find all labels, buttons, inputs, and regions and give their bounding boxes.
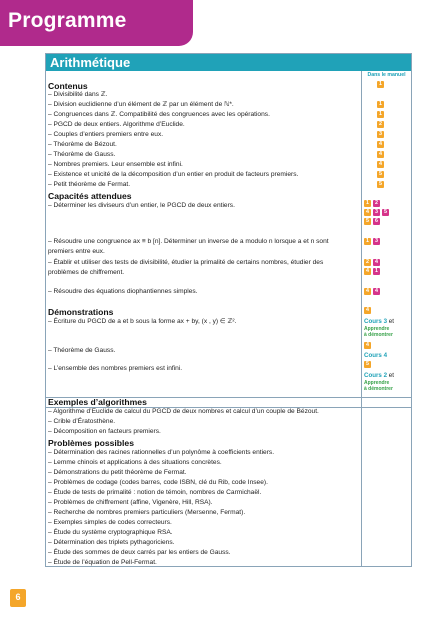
chapter-badge: 1: [366, 238, 369, 244]
algorithme-item: – Crible d’Ératosthène.: [48, 418, 116, 425]
chapter-badge: 2: [366, 259, 369, 265]
chapter-badge: 4: [366, 268, 369, 274]
contenu-item: – Division euclidienne d’un élément de ℤ par un élément de ℕ*.: [48, 101, 234, 108]
chapter-badge: 1: [366, 200, 369, 206]
probleme-item: – Démonstrations du petit théorème de Fermat.: [48, 469, 187, 476]
page-number: 6: [15, 592, 21, 602]
probleme-item: – Étude de l’équation de Pell-Fermat.: [48, 559, 157, 566]
apprendre-link[interactable]: à démontrer: [364, 332, 393, 338]
section-header: [46, 54, 411, 71]
exercise-badge: 1: [375, 268, 378, 274]
probleme-item: – Exemples simples de codes correcteurs.: [48, 519, 172, 526]
exercise-badge: 5: [384, 209, 387, 215]
chapter-badge: 1: [379, 111, 382, 117]
chapter-badge: 2: [379, 121, 382, 127]
capacite-item: – Résoudre des équations diophantiennes simples.: [48, 288, 198, 295]
apprendre-link[interactable]: Apprendre: [364, 380, 390, 386]
exercise-badge: 3: [375, 238, 378, 244]
chapter-badge: 4: [366, 342, 369, 348]
contenu-item: – Couples d’entiers premiers entre eux.: [48, 131, 164, 138]
chapter-badge: 4: [379, 141, 382, 147]
algorithme-item: – Décomposition en facteurs premiers.: [48, 428, 161, 435]
chapter-badge: 4: [366, 209, 369, 215]
chapter-badge: 5: [379, 181, 382, 187]
exercise-badge: 4: [375, 288, 378, 294]
algorithme-item: – Algorithme d’Euclide de calcul du PGCD de deux nombres et calcul d’un couple de Bézout.: [48, 408, 319, 415]
chapter-badge: 4: [379, 161, 382, 167]
cours-link[interactable]: Cours 4: [364, 352, 388, 359]
capacite-item: problèmes de chiffrement.: [48, 269, 125, 276]
header-banner: [0, 0, 193, 46]
section-title: Arithmétique: [50, 55, 131, 70]
capacite-item: – Déterminer les diviseurs d’un entier, le PGCD de deux entiers.: [48, 202, 235, 209]
probleme-item: – Étude des sommes de deux carrés par les entiers de Gauss.: [48, 549, 231, 556]
exercise-badge: 3: [375, 209, 378, 215]
contenu-item: – Nombres premiers. Leur ensemble est infini.: [48, 161, 183, 168]
chapter-badge: 3: [379, 131, 382, 137]
cours-link[interactable]: Cours 2 et: [364, 372, 394, 379]
capacite-item: – Résoudre une congruence ax ≡ b [n]. Déterminer un inverse de a modulo n lorsque a et n sont: [48, 238, 329, 245]
chapter-badge: 5: [366, 361, 369, 367]
probleme-item: – Étude du système cryptographique RSA.: [48, 529, 173, 536]
programme-table: [45, 53, 412, 567]
chapter-badge: 1: [379, 101, 382, 107]
contenu-item: – PGCD de deux entiers. Algorithme d’Euclide.: [48, 121, 185, 128]
chapter-badge: 5: [366, 218, 369, 224]
heading-contenus: Contenus: [48, 81, 88, 91]
chapter-badge: 4: [366, 288, 369, 294]
probleme-item: – Problèmes de codage (codes barres, code ISBN, clé du Rib, code Insee).: [48, 479, 268, 486]
probleme-item: – Étude de tests de primalité : notion de témoin, nombres de Carmichaël.: [48, 489, 262, 496]
page-title: Programme: [8, 9, 127, 32]
apprendre-link[interactable]: à démontrer: [364, 386, 393, 392]
heading-demonstrations: Démonstrations: [48, 307, 114, 317]
chapter-badge: 1: [379, 81, 382, 87]
heading-algorithmes: Exemples d’algorithmes: [48, 397, 147, 407]
contenu-item: – Divisibilité dans ℤ.: [48, 91, 108, 98]
page-number-box: [10, 589, 26, 607]
cours-link[interactable]: Cours 3 et: [364, 318, 394, 325]
probleme-item: – Lemme chinois et applications à des situations concrètes.: [48, 459, 222, 466]
apprendre-link[interactable]: Apprendre: [364, 326, 390, 332]
probleme-item: – Recherche de nombres premiers particuliers (Mersenne, Fermat).: [48, 509, 246, 516]
contenu-item: – Petit théorème de Fermat.: [48, 181, 131, 188]
exercise-badge: 4: [375, 259, 378, 265]
capacite-item: premiers entre eux.: [48, 248, 105, 255]
chapter-badge: 4: [379, 151, 382, 157]
demonstration-item: – Théorème de Gauss.: [48, 347, 116, 354]
demonstration-item: – L’ensemble des nombres premiers est infini.: [48, 365, 183, 372]
heading-capacites: Capacités attendues: [48, 191, 132, 201]
contenu-item: – Théorème de Gauss.: [48, 151, 116, 158]
column-header-manuel: Dans le manuel: [367, 72, 406, 78]
contenu-item: – Congruences dans ℤ. Compatibilité des congruences avec les opérations.: [48, 111, 270, 118]
column-divider: [361, 71, 362, 567]
chapter-badge: 5: [379, 171, 382, 177]
chapter-badge: 4: [366, 307, 369, 313]
probleme-item: – Problèmes de chiffrement (affine, Vigenère, Hill, RSA).: [48, 499, 213, 506]
contenu-item: – Existence et unicité de la décomposition d’un entier en produit de facteurs premiers.: [48, 171, 299, 178]
capacite-item: – Établir et utiliser des tests de divisibilité, étudier la primalité de certains nombres, étudier des: [48, 259, 324, 266]
demonstration-item: – Écriture du PGCD de a et b sous la forme ax + by, (x , y) ∈ ℤ².: [48, 318, 237, 325]
contenu-item: – Théorème de Bézout.: [48, 141, 117, 148]
heading-problemes: Problèmes possibles: [48, 438, 134, 448]
probleme-item: – Détermination des racines rationnelles d’un polynôme à coefficients entiers.: [48, 449, 275, 456]
probleme-item: – Détermination des triplets pythagoriciens.: [48, 539, 175, 546]
exercise-badge: 2: [375, 200, 378, 206]
exercise-badge: 6: [375, 218, 378, 224]
